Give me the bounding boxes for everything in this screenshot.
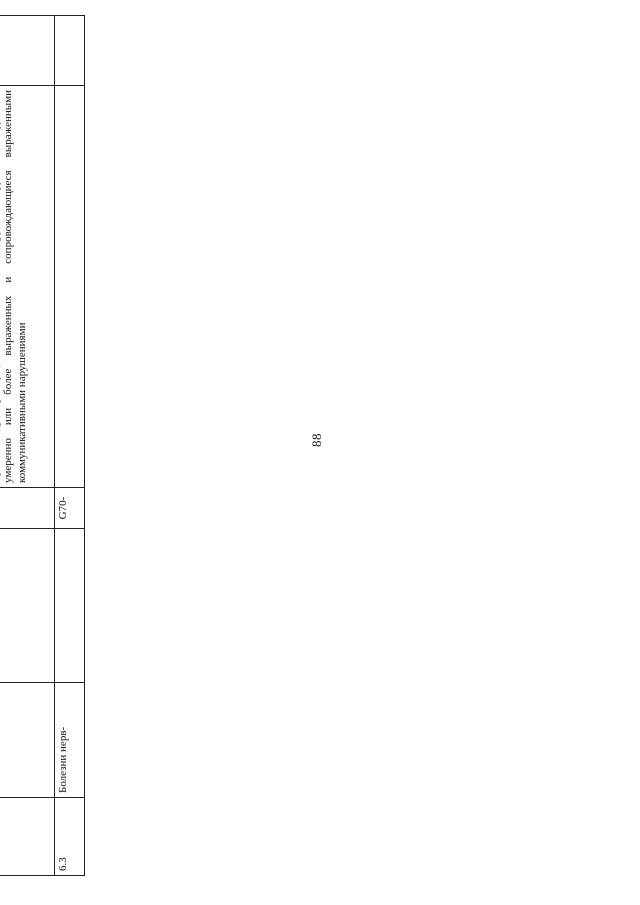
row-clinical: умеренно или более выраженных и сопровождающиеся выраженными коммуникативными нарушениями [0,86,55,488]
row-code: 6.3 [55,798,85,876]
row-icd [0,488,55,529]
row-name: Болезни нерв- [55,683,85,798]
criteria-table [0,15,85,876]
table-row [55,16,85,876]
rotated-table-wrapper [0,16,84,876]
row-code [0,798,55,876]
document-table-frame [2,16,604,876]
page-number: 88 [309,433,324,447]
row-desc [0,529,55,683]
row-name [0,683,55,798]
row-score [0,16,55,86]
row-icd: G70- [55,488,85,529]
row-clinical [55,86,85,488]
row-desc [55,529,85,683]
row-score [55,16,85,86]
table-row [0,16,55,876]
